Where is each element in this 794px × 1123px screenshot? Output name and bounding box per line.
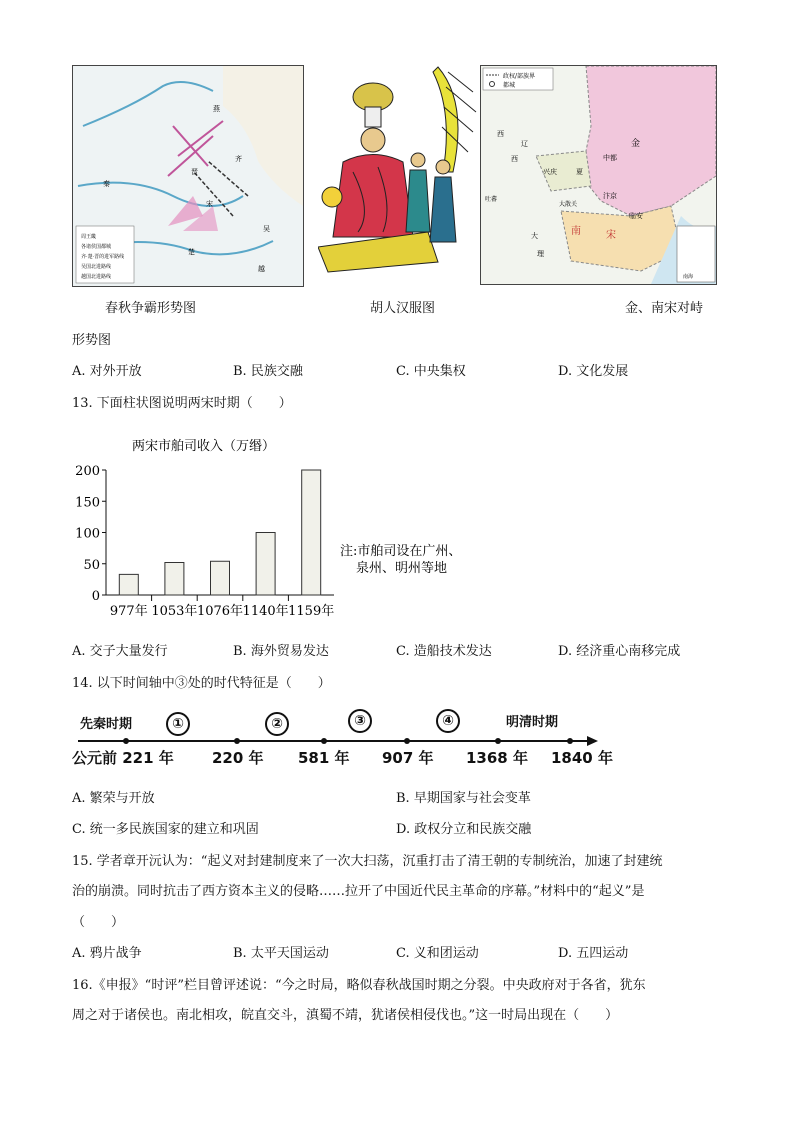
q13-stem: 13. 下面柱状图说明两宋时期（ ） bbox=[72, 396, 292, 411]
bar bbox=[211, 561, 230, 595]
timeline-year-1: 220 年 bbox=[212, 749, 264, 767]
y-tick-label: 0 bbox=[91, 589, 100, 604]
q15-stem-line1: 15. 学者章开沅认为：“起义对封建制度来了一次大扫荡，沉重打击了清王朝的专制统治，加速了封建统 bbox=[72, 854, 663, 869]
bar bbox=[165, 563, 184, 596]
q13-option-d[interactable]: D. 经济重心南移完成 bbox=[558, 644, 681, 659]
q12-option-b[interactable]: B. 民族交融 bbox=[233, 364, 303, 379]
timeline-marker-1: ① bbox=[166, 712, 190, 736]
q12-option-d[interactable]: D. 文化发展 bbox=[558, 364, 629, 379]
map3-legend-0: 政权/部族界 bbox=[503, 73, 536, 80]
map3-label-6: 西 bbox=[511, 155, 518, 163]
q15-option-a[interactable]: A. 鸦片战争 bbox=[72, 946, 142, 961]
timeline-marker-4: ④ bbox=[436, 709, 460, 733]
q15-stem-line2: 治的崩溃。同时抗击了西方资本主义的侵略……拉开了中国近代民主革命的序幕。”材料中的“起义”是 bbox=[72, 884, 645, 899]
timeline-top-5: 明清时期 bbox=[506, 715, 559, 730]
q16-stem-line1: 16.《申报》“时评”栏目曾评述说：“今之时局，略似春秋战国时期之分裂。中央政府对于各省，犹东 bbox=[72, 978, 646, 993]
map3-label-2: 金 bbox=[631, 139, 641, 149]
chart-title: 两宋市舶司收入（万缗） bbox=[132, 439, 276, 454]
bar-chart-svg bbox=[72, 430, 492, 625]
map3-label-5: 夏 bbox=[576, 168, 583, 176]
map3-label-9: 汴京 bbox=[603, 192, 617, 200]
timeline-year-3: 907 年 bbox=[382, 749, 434, 767]
spring-autumn-map bbox=[72, 65, 304, 287]
q12-option-c[interactable]: C. 中央集权 bbox=[396, 364, 466, 379]
map3-label-14: 理 bbox=[537, 250, 544, 258]
map1-label-qin: 秦 bbox=[103, 180, 110, 188]
q16-stem-line2: 周之对于诸侯也。南北相攻，皖直交斗，滇蜀不靖，犹诸侯相侵伐也。”这一时局出现在（ ） bbox=[72, 1008, 619, 1023]
timeline-year-0: 公元前 221 年 bbox=[72, 749, 174, 767]
map3-label-8: 大散关 bbox=[559, 201, 578, 208]
hu-han-drawing bbox=[318, 62, 478, 282]
bar bbox=[119, 574, 138, 595]
timeline-marker-3: ③ bbox=[348, 709, 372, 733]
map3-label-15: 南海 bbox=[683, 274, 694, 280]
map1-label-qi: 齐 bbox=[235, 155, 242, 163]
map1-label-yue: 越 bbox=[258, 265, 265, 273]
timeline-top-0: 先秦时期 bbox=[80, 717, 133, 732]
map1-legend-3: 吴国北进路线 bbox=[81, 264, 112, 270]
spring-autumn-map-drawing bbox=[73, 66, 303, 286]
q15-option-d[interactable]: D. 五四运动 bbox=[558, 946, 629, 961]
map3-label-1: 辽 bbox=[521, 140, 528, 148]
y-tick-label: 150 bbox=[75, 495, 100, 511]
map3-label-4: 兴庆 bbox=[543, 168, 557, 176]
chart-note-line2: 泉州、明州等地 bbox=[356, 561, 448, 576]
timeline bbox=[72, 705, 632, 775]
jin-southern-song-map bbox=[480, 65, 717, 285]
y-tick-label: 200 bbox=[75, 464, 100, 479]
chart-note-line1: 注:市舶司设在广州、 bbox=[340, 544, 462, 559]
hu-han-clothing-illustration bbox=[318, 62, 478, 282]
map1-legend-1: 各诸侯国都城 bbox=[81, 244, 112, 250]
map3-legend-1: 都城 bbox=[503, 82, 516, 89]
fig2-caption: 胡人汉服图 bbox=[370, 301, 436, 316]
maritime-revenue-chart bbox=[72, 430, 492, 625]
q14-option-d[interactable]: D. 政权分立和民族交融 bbox=[396, 822, 532, 837]
q13-option-b[interactable]: B. 海外贸易发达 bbox=[233, 644, 329, 659]
q14-option-a[interactable]: A. 繁荣与开放 bbox=[72, 791, 155, 806]
q13-option-a[interactable]: A. 交子大量发行 bbox=[72, 644, 168, 659]
bar bbox=[256, 533, 275, 596]
timeline-marker-2: ② bbox=[265, 712, 289, 736]
map1-legend-4: 越国北进路线 bbox=[81, 274, 112, 280]
map1-label-chu: 楚 bbox=[188, 248, 195, 256]
q14-option-c[interactable]: C. 统一多民族国家的建立和巩固 bbox=[72, 822, 259, 837]
q15-stem-line3: （ ） bbox=[72, 915, 125, 930]
map1-legend-0: 周王畿 bbox=[81, 234, 97, 240]
x-tick-label: 1140年 bbox=[242, 604, 289, 619]
map1-label-song: 宋 bbox=[206, 200, 213, 208]
q13-option-c[interactable]: C. 造船技术发达 bbox=[396, 644, 492, 659]
x-tick-label: 1159年 bbox=[288, 604, 335, 619]
map1-legend-2: 齐·楚·晋的进军路线 bbox=[81, 254, 125, 260]
map3-label-7: 吐蕃 bbox=[485, 196, 498, 203]
fig3-caption: 金、南宋对峙 bbox=[625, 301, 704, 316]
x-tick-label: 977年 bbox=[109, 604, 148, 619]
jin-song-map-drawing bbox=[481, 66, 716, 284]
q15-option-c[interactable]: C. 义和团运动 bbox=[396, 946, 479, 961]
bar bbox=[302, 470, 321, 595]
x-tick-label: 1053年 bbox=[151, 604, 198, 619]
map3-label-13: 大 bbox=[531, 232, 538, 240]
q14-stem: 14. 以下时间轴中③处的时代特征是（ ） bbox=[72, 676, 331, 691]
fig1-caption: 春秋争霸形势图 bbox=[105, 301, 197, 316]
fig3-caption-continued: 形势图 bbox=[72, 333, 112, 348]
q12-option-a[interactable]: A. 对外开放 bbox=[72, 364, 142, 379]
map3-label-12: 宋 bbox=[606, 230, 616, 241]
map3-label-11: 南 bbox=[571, 226, 581, 237]
q15-option-b[interactable]: B. 太平天国运动 bbox=[233, 946, 329, 961]
map3-label-10: 临安 bbox=[629, 212, 643, 220]
timeline-year-2: 581 年 bbox=[298, 749, 350, 767]
timeline-year-5: 1840 年 bbox=[551, 749, 613, 767]
y-tick-label: 50 bbox=[83, 557, 100, 573]
y-tick-label: 100 bbox=[75, 526, 100, 542]
q14-option-b[interactable]: B. 早期国家与社会变革 bbox=[396, 791, 531, 806]
map1-label-yan: 燕 bbox=[213, 105, 220, 113]
map3-label-3: 中都 bbox=[603, 154, 617, 162]
map3-label-0: 西 bbox=[497, 130, 504, 138]
timeline-year-4: 1368 年 bbox=[466, 749, 528, 767]
map1-label-jin: 晋 bbox=[191, 168, 198, 176]
map1-label-wu: 吴 bbox=[263, 225, 270, 233]
x-tick-label: 1076年 bbox=[196, 604, 244, 619]
